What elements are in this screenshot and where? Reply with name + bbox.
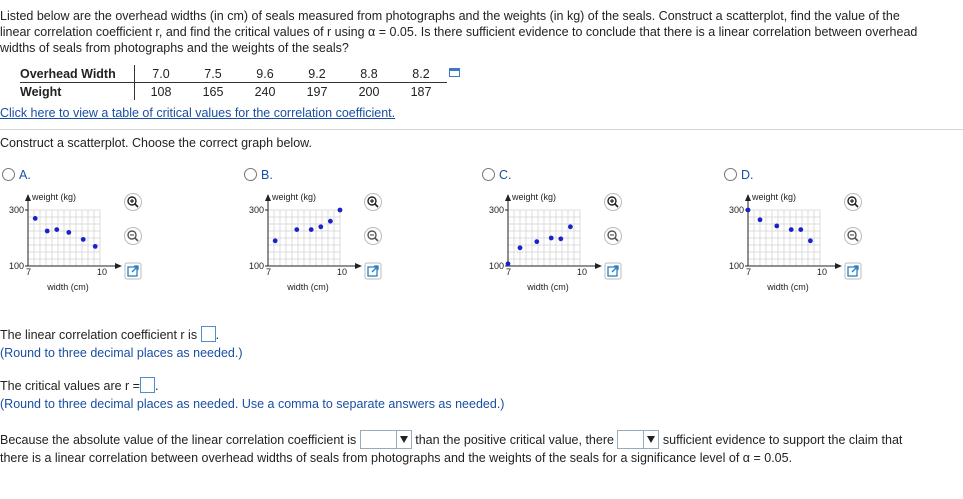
x-tick-label: 10	[336, 267, 348, 277]
y-axis-label: weight (kg)	[512, 192, 557, 202]
x-axis-arrow	[115, 263, 122, 269]
question-correlation-coefficient	[0, 326, 219, 342]
option-c[interactable]	[482, 168, 512, 182]
x-tick-label: 10	[96, 267, 108, 277]
data-point	[318, 224, 323, 229]
critical-values-input[interactable]	[140, 377, 155, 393]
y-tick-label: 100	[8, 261, 24, 271]
copy-data-icon[interactable]	[449, 68, 460, 77]
x-axis-label: width (cm)	[527, 282, 569, 292]
x-axis-label: width (cm)	[767, 282, 809, 292]
table-row-header: Overhead Width	[20, 65, 135, 83]
table-row-header: Weight	[20, 83, 135, 101]
y-axis-arrow	[25, 194, 31, 201]
q3-suffix: .	[154, 379, 159, 393]
x-axis-label: width (cm)	[47, 282, 89, 292]
x-tick-label: 10	[576, 267, 588, 277]
x-tick-label: 7	[265, 267, 271, 277]
table-cell: 9.6	[239, 65, 291, 83]
y-tick-label: 100	[728, 261, 744, 271]
evidence-dropdown[interactable]	[617, 430, 659, 449]
y-axis-label: weight (kg)	[752, 192, 797, 202]
problem-statement	[0, 8, 958, 56]
y-axis-label: weight (kg)	[272, 192, 317, 202]
question-critical-values	[0, 377, 158, 393]
data-point	[81, 237, 86, 242]
q4-part2: than the positive critical value, there	[415, 433, 614, 447]
option-c-label: C.	[499, 168, 512, 182]
expand-icon[interactable]	[844, 262, 862, 280]
data-point	[746, 208, 751, 213]
option-b[interactable]	[244, 168, 273, 182]
option-b-label: B.	[261, 168, 273, 182]
option-d-label: D.	[741, 168, 754, 182]
problem-line-2: linear correlation coefficient r, and find the critical values of r using α = 0.05. Is there sufficient evidence to conclude that there is a linear correlation between overhead	[0, 25, 918, 39]
correlation-coefficient-input[interactable]	[201, 326, 216, 342]
x-tick-label: 7	[505, 267, 511, 277]
zoom-in-icon[interactable]	[604, 193, 622, 211]
question-construct-scatterplot: Construct a scatterplot. Choose the correct graph below.	[0, 136, 312, 150]
table-cell: 7.5	[187, 65, 239, 83]
data-point	[518, 245, 523, 250]
divider	[0, 129, 963, 130]
q2-prefix: The linear correlation coefficient r is	[0, 328, 198, 342]
table-cell: 8.2	[395, 65, 447, 83]
zoom-in-icon[interactable]	[844, 193, 862, 211]
x-axis-arrow	[355, 263, 362, 269]
zoom-out-icon[interactable]	[844, 227, 862, 245]
radio-option-d[interactable]	[724, 168, 737, 181]
expand-icon[interactable]	[124, 262, 142, 280]
y-axis-label: weight (kg)	[32, 192, 77, 202]
data-point	[328, 219, 333, 224]
table-cell: 187	[410, 84, 432, 99]
y-tick-label: 100	[248, 261, 264, 271]
table-row-weights	[20, 83, 447, 101]
data-point	[66, 230, 71, 235]
comparison-dropdown[interactable]	[360, 430, 412, 449]
x-tick-label: 7	[25, 267, 31, 277]
data-point	[758, 217, 763, 222]
data-point	[93, 244, 98, 249]
q2-hint: (Round to three decimal places as needed.)	[0, 346, 243, 360]
data-point	[808, 238, 813, 243]
y-axis-arrow	[505, 194, 511, 201]
zoom-out-icon[interactable]	[604, 227, 622, 245]
data-point	[506, 261, 511, 266]
y-tick-label: 300	[8, 205, 24, 215]
table-cell: 240	[254, 84, 276, 99]
data-point	[789, 227, 794, 232]
data-point	[309, 227, 314, 232]
y-tick-label: 300	[488, 205, 504, 215]
zoom-in-icon[interactable]	[124, 193, 142, 211]
option-a-label: A.	[19, 168, 31, 182]
y-axis-arrow	[745, 194, 751, 201]
data-point	[798, 227, 803, 232]
expand-icon[interactable]	[364, 262, 382, 280]
table-cell: 200	[358, 84, 380, 99]
question-conclusion	[0, 430, 902, 449]
zoom-out-icon[interactable]	[124, 227, 142, 245]
y-tick-label: 100	[488, 261, 504, 271]
data-point	[294, 227, 299, 232]
data-point	[549, 236, 554, 241]
x-axis-arrow	[835, 263, 842, 269]
table-row-widths	[20, 65, 447, 83]
data-point	[338, 208, 343, 213]
critical-values-link[interactable]: Click here to view a table of critical values for the correlation coefficient.	[0, 106, 396, 120]
table-cell: 197	[306, 84, 328, 99]
data-point	[534, 239, 539, 244]
table-cell: 165	[202, 84, 224, 99]
problem-line-3: widths of seals from photographs and the weights of the seals?	[0, 41, 349, 55]
radio-option-b[interactable]	[244, 168, 257, 181]
data-point	[558, 236, 563, 241]
table-cell: 7.0	[135, 65, 188, 83]
zoom-in-icon[interactable]	[364, 193, 382, 211]
q3-prefix: The critical values are r =	[0, 379, 140, 393]
expand-icon[interactable]	[604, 262, 622, 280]
table-cell: 108	[150, 84, 172, 99]
x-tick-label: 7	[745, 267, 751, 277]
table-cell: 8.8	[343, 65, 395, 83]
radio-option-c[interactable]	[482, 168, 495, 181]
q3-hint: (Round to three decimal places as needed. Use a comma to separate answers as needed.)	[0, 397, 505, 411]
option-a[interactable]	[2, 168, 31, 182]
problem-line-1: Listed below are the overhead widths (in cm) of seals measured from photographs and the weights (in kg) of the seals. Construct a scatterplot, find the value of the	[0, 9, 900, 23]
radio-option-a[interactable]	[2, 168, 15, 181]
chevron-down-icon	[643, 431, 658, 448]
chevron-down-icon	[396, 431, 411, 448]
data-point	[273, 238, 278, 243]
y-tick-label: 300	[248, 205, 264, 215]
option-d[interactable]	[724, 168, 754, 182]
q4-part1: Because the absolute value of the linear correlation coefficient is	[0, 433, 357, 447]
data-point	[54, 227, 59, 232]
data-point	[774, 224, 779, 229]
x-tick-label: 10	[816, 267, 828, 277]
q4-part3: sufficient evidence to support the claim that	[662, 433, 903, 447]
q4-line-2: there is a linear correlation between overhead widths of seals from photographs and the weights of the seals for a significance level of α = 0.05.	[0, 451, 793, 465]
data-table	[20, 65, 447, 100]
data-point	[568, 224, 573, 229]
y-tick-label: 300	[728, 205, 744, 215]
x-axis-label: width (cm)	[287, 282, 329, 292]
data-point	[45, 229, 50, 234]
y-axis-arrow	[265, 194, 271, 201]
table-cell: 9.2	[291, 65, 343, 83]
data-point	[33, 216, 38, 221]
q2-suffix: .	[215, 328, 220, 342]
zoom-out-icon[interactable]	[364, 227, 382, 245]
x-axis-arrow	[595, 263, 602, 269]
